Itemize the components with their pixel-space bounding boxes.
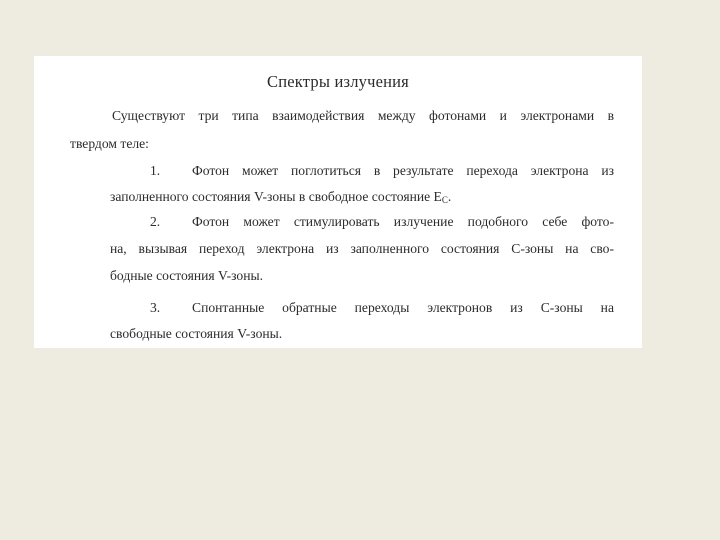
item-3-line-1: Спонтанные обратные переходы электронов из C-зоны на — [192, 300, 614, 315]
intro-line-1: Существуют три типа взаимодействия между фотонами и электронами в — [112, 108, 614, 123]
item-2-line-2: на, вызывая переход электрона из заполненного состояния C-зоны на сво- — [110, 241, 614, 256]
item-1-subscript: C — [441, 195, 448, 205]
item-2-number: 2. — [150, 214, 161, 229]
item-2-line-1: Фотон может стимулировать излучение подобного себе фото- — [192, 214, 614, 229]
item-1-line-2-text: заполненного состояния V-зоны в свободное состояние E — [110, 189, 442, 204]
item-1-line-1: Фотон может поглотиться в результате перехода электрона из — [192, 163, 614, 178]
item-1-number: 1. — [150, 163, 161, 178]
document-image — [34, 56, 642, 348]
item-3-number: 3. — [150, 300, 161, 315]
item-1-line-2-end: . — [447, 189, 452, 204]
intro-line-2: твердом теле: — [70, 136, 149, 151]
document-title: Спектры излучения — [267, 72, 409, 91]
item-3-line-2: свободные состояния V-зоны. — [110, 326, 283, 341]
item-2-line-3: бодные состояния V-зоны. — [110, 268, 264, 283]
item-1-line-2 — [110, 189, 451, 208]
